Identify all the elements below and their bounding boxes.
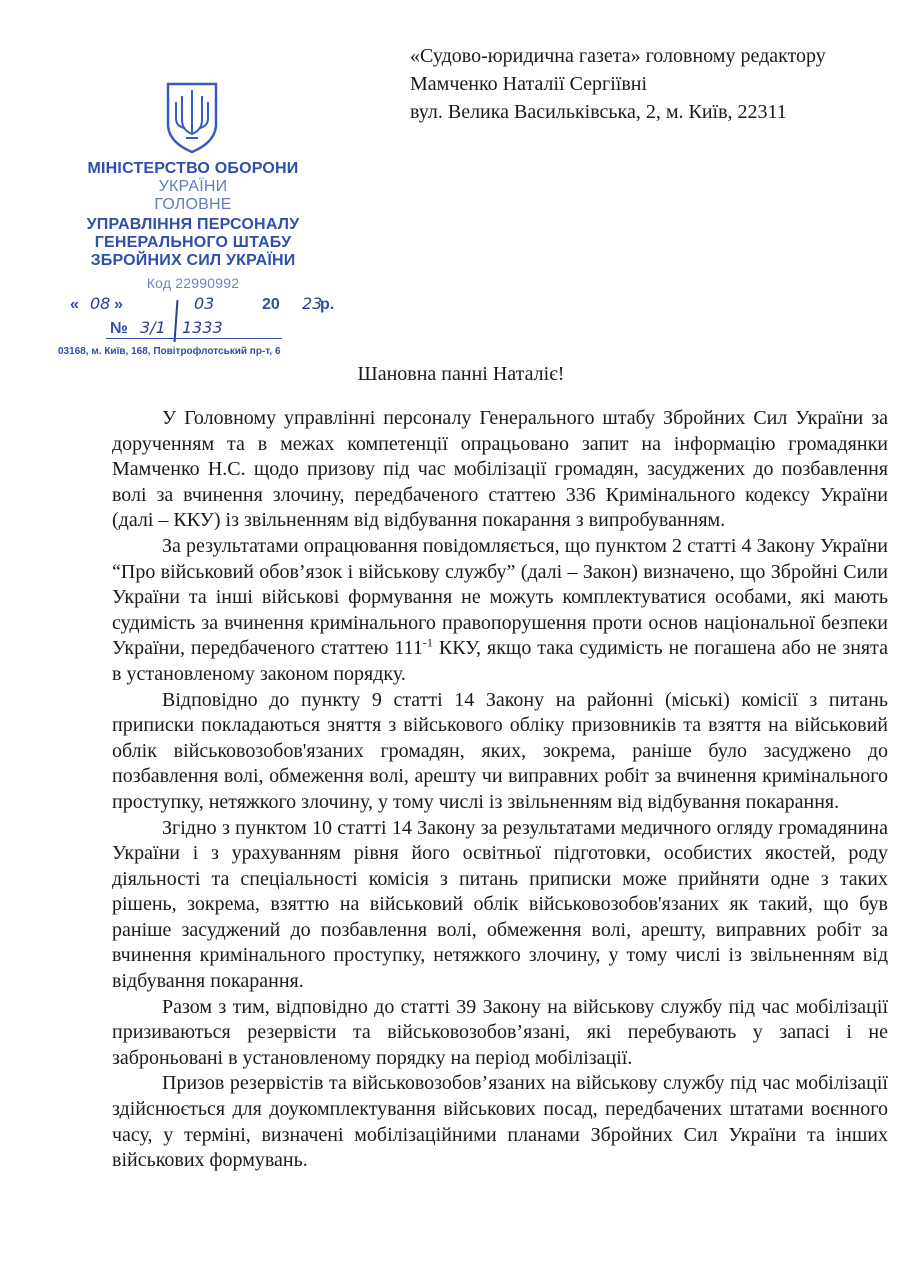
stamp-line-armed-forces: ЗБРОЙНИХ СИЛ УКРАЇНИ — [90, 252, 296, 269]
paragraph-2 — [112, 534, 888, 688]
stamp-line-ukraine: УКРАЇНИ — [158, 178, 228, 195]
stamp-line-directorate: УПРАВЛІННЯ ПЕРСОНАЛУ — [86, 216, 300, 233]
addressee-line-3: вул. Велика Васильківська, 2, м. Київ, 22311 — [410, 101, 787, 123]
paragraph-1: У Головному управлінні персоналу Генерального штабу Збройних Сил України за дорученням та в межах компетенції опрацьовано запит на інформацію громадянки Мамченко Н.С. щодо призову під час мобілізації громадян, засуджених до позбавлення волі за вчинення злочину, передбаченого статтею 336 Кримінального кодексу України (далі – ККУ) із звільненням від відбування покарання з випробуванням. — [112, 407, 888, 532]
date-close-quote: » — [114, 296, 123, 313]
date-month: 03 — [194, 294, 215, 313]
stamp-code: Код 22990992 — [146, 275, 240, 291]
addressee-line-2: Мамченко Наталії Сергіївні — [410, 73, 648, 95]
stamp-line-ministry: МІНІСТЕРСТВО ОБОРОНИ — [87, 160, 299, 177]
addressee-block — [410, 42, 910, 126]
date-year-prefix: 20 — [262, 296, 280, 313]
number-label: № — [110, 320, 128, 337]
addressee-line-1: «Судово-юридична газета» головному редактору — [410, 45, 826, 67]
date-open-quote: « — [70, 296, 79, 313]
date-day: 08 — [90, 294, 111, 313]
paragraph-3: Відповідно до пункту 9 статті 14 Закону на районні (міські) комісії з питань приписки покладаються зняття з військового обліку призовників та взяття на військовий облік військовозобов'язаних громадян, яких, зокрема, раніше було засуджено до позбавлення волі, обмеження волі, арешту чи виправних робіт за вчинення кримінального проступку, нетяжкого злочину, у тому числі із звільненням від відбування покарання. — [112, 688, 888, 813]
paragraph-2-text-b: ККУ, якщо така судимість не погашена або не знята в установленому законом порядку. — [112, 637, 888, 685]
date-year-abbrev: р. — [320, 296, 335, 313]
letter-body — [112, 406, 888, 1174]
paragraph-6: Призов резервістів та військовозобов’язаних на військову службу під час мобілізації здійснюється для доукомплектування військових посад, передбачених штатами воєнного часу, у терміні, визначені мобілізаційними планами Збройних Сил України та інших військових формувань. — [112, 1072, 888, 1172]
greeting: Шановна панні Наталіє! — [357, 363, 565, 385]
date-year-suffix: 23 — [302, 294, 323, 313]
stamp-line-main: ГОЛОВНЕ — [154, 196, 232, 213]
stamp-underline — [106, 338, 282, 339]
number-part-a: 3/1 — [140, 318, 166, 337]
stamp-line-general-staff: ГЕНЕРАЛЬНОГО ШТАБУ — [94, 234, 292, 251]
stamp-date — [70, 294, 335, 320]
number-part-b: 1333 — [182, 318, 223, 337]
paragraph-2-superscript: -1 — [422, 635, 433, 650]
stamp-address: 03168, м. Київ, 168, Повітрофлотський пр-т, 6 — [58, 346, 281, 357]
paragraph-5: Разом з тим, відповідно до статті 39 Закону на військову службу під час мобілізації призиваються резервісти та військовозобов’язані, які перебувають у запасі і не заброньовані в установленому порядку на період мобілізації. — [112, 995, 888, 1069]
paragraph-4: Згідно з пунктом 10 статті 14 Закону за результатами медичного огляду громадянина України і з урахуванням рівня його освітньої підготовки, особистих якостей, роду діяльності та спеціальності комісія з питань приписки може прийняти одне з таких рішень, зокрема, взяттю на військовий облік військовозобов'язаних як такий, що був раніше засуджений до позбавлення волі, обмеження волі, арешту, виправних робіт за вчинення кримінального проступку, нетяжкого злочину, у тому числі із звільненням від відбування покарання. — [112, 816, 888, 993]
trident-emblem-icon — [164, 80, 220, 154]
paragraph-2-text-a: За результатами опрацювання повідомляється, що пунктом 2 статті 4 Закону України “Про військовий обов’язок і військову службу” (далі – Закон) визначено, що Збройні Сили України та інші військові формування не можуть комплектуватися особами, які мають судимість за вчинення кримінального правопорушення проти основ національної безпеки України, передбаченого статтею 111 — [112, 534, 888, 660]
